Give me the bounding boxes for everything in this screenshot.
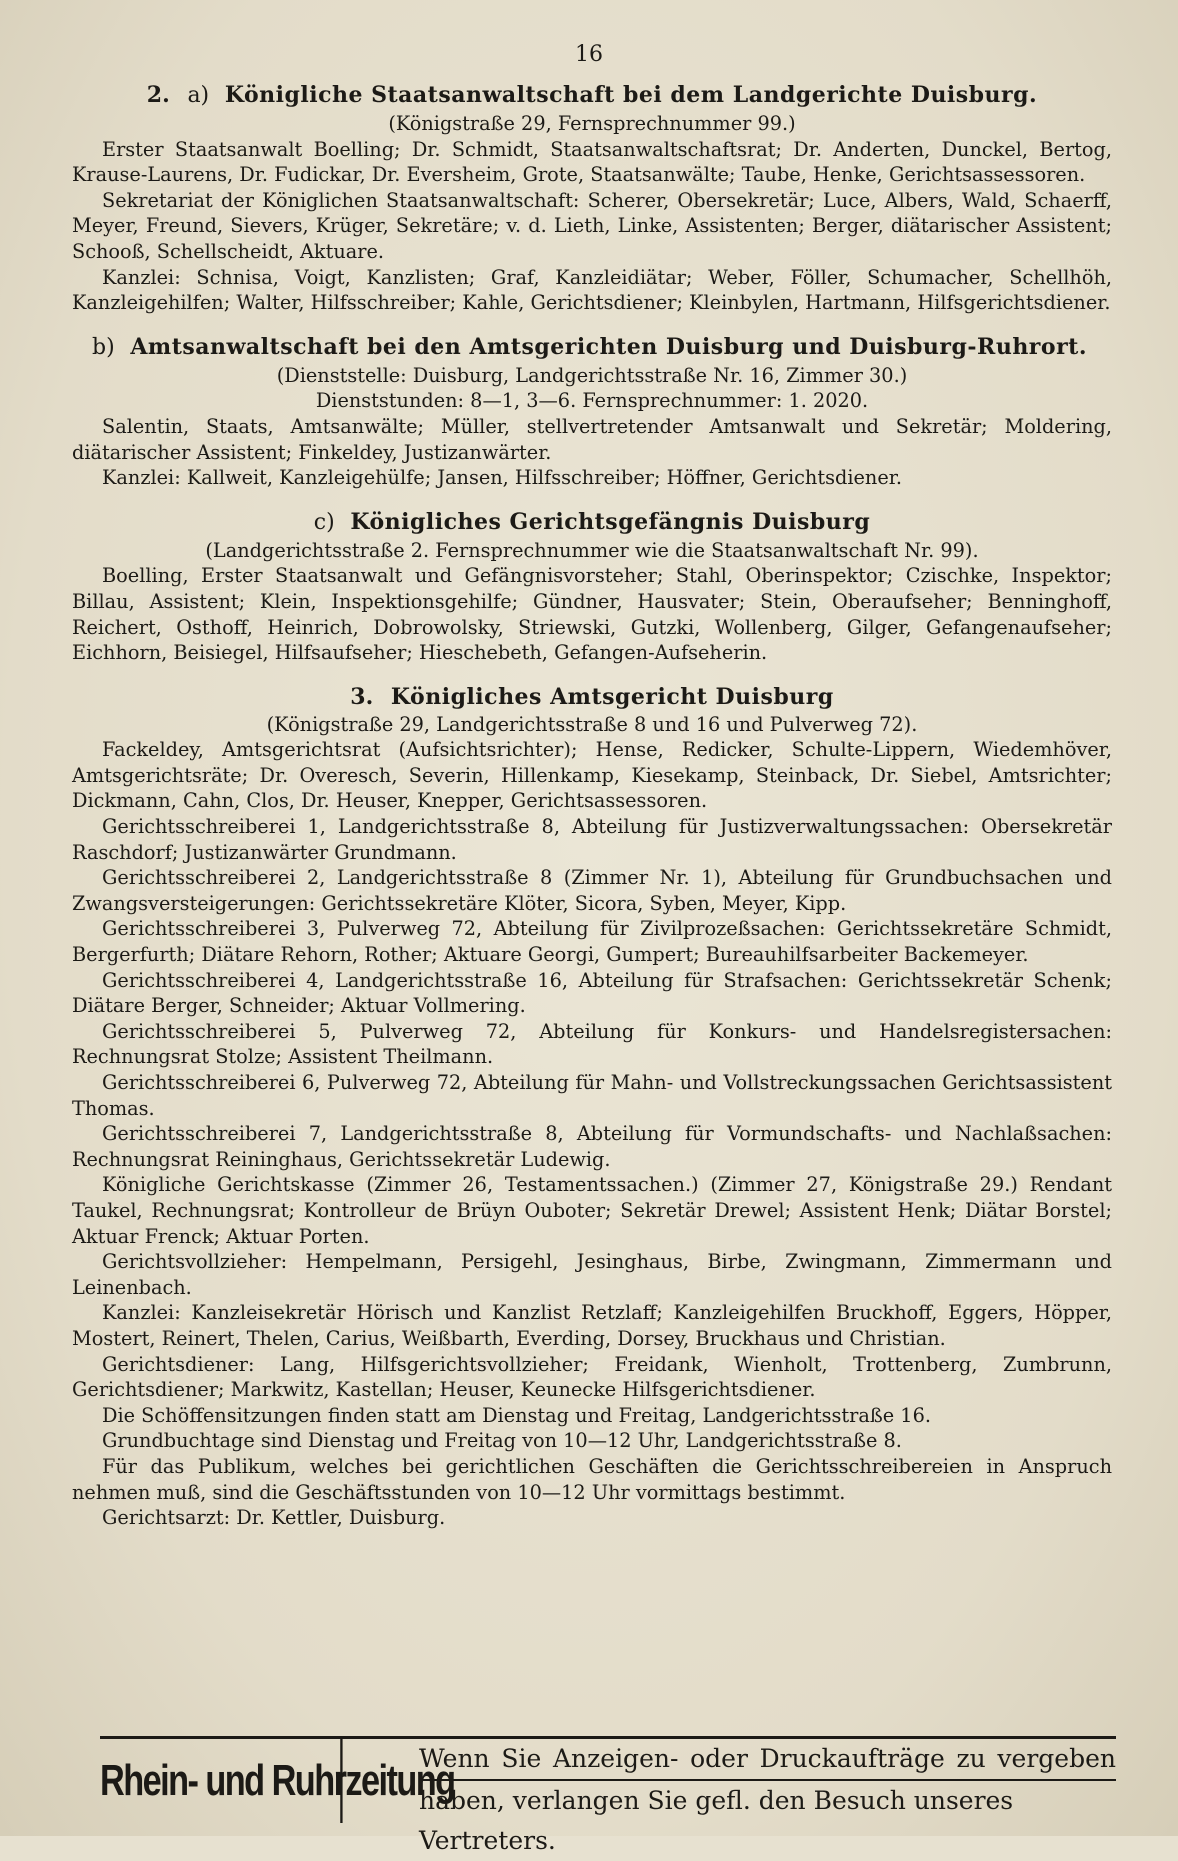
section-2a-label: a) <box>187 83 210 108</box>
paragraph: Gerichtsschreiberei 4, Landgerichtsstraße 16, Abteilung für Strafsachen: Gerichtssekretär Schenk; Diätare Berger, Schneider; Aktuar Vollmering. <box>72 968 1112 1018</box>
paragraph: Kanzlei: Kallweit, Kanzleigehülfe; Jansen, Hilfsschreiber; Höffner, Gerichtsdiener. <box>102 466 902 490</box>
section-2c-label: c) <box>313 509 335 535</box>
paragraph: Fackeldey, Amtsgerichtsrat (Aufsichtsrichter); Hense, Redicker, Schulte-Lippern, Wiedemhöver, Amtsgerichtsräte; Dr. Overesch, Severin, Hillenkamp, Kiesekamp, Steinback, Dr. Siebel, Amtsrichter; Dickmann, Cahn, Clos, Dr. Heuser, Knepper, Gerichtsassessoren. <box>72 738 1112 813</box>
ad-line-1: Wenn Sie Anzeigen- oder Druckaufträge zu vergeben <box>419 1744 1116 1773</box>
paragraph: Grundbuchtage sind Dienstag und Freitag von 10—12 Uhr, Landgerichtsstraße 8. <box>102 1429 902 1453</box>
section-2b-heading <box>72 332 1112 363</box>
section-2a-address: (Königstraße 29, Fernsprechnummer 99.) <box>388 112 796 135</box>
paragraph: Erster Staatsanwalt Boelling; Dr. Schmidt, Staatsanwaltschaftsrat; Dr. Anderten, Dunckel, Bertog, Krause-Laurens, Dr. Fudickar, Dr. Eversheim, Grote, Staatsanwälte; Taube, Henke, Gerichtsassessoren. <box>72 137 1112 187</box>
paragraph: Salentin, Staats, Amtsanwälte; Müller, stellvertretender Amtsanwalt und Sekretär; Moldering, diätarischer Assistent; Finkeldey, Justizanwärter. <box>72 414 1112 464</box>
ad-line-2: haben, verlangen Sie gefl. den Besuch unseres Vertreters. <box>419 1779 1116 1861</box>
section-2b-address: (Dienststelle: Duisburg, Landgerichtsstraße Nr. 16, Zimmer 30.) <box>276 363 908 387</box>
paragraph: Gerichtsschreiberei 7, Landgerichtsstraße 8, Abteilung für Vormundschafts- und Nachlaßsachen: Rechnungsrat Reininghaus, Gerichtssekretär Ludewig. <box>72 1122 1112 1171</box>
paragraph: Kanzlei: Kanzleisekretär Hörisch und Kanzlist Retzlaff; Kanzleigehilfen Bruckhoff, Eggers, Höpper, Mostert, Reinert, Thelen, Carius, Weißbarth, Everding, Dorsey, Bruckhaus und Christian. <box>72 1301 1112 1350</box>
paragraph: Gerichtsdiener: Lang, Hilfsgerichtsvollzieher; Freidank, Wienholt, Trottenberg, Zumbrunn, Gerichtsdiener; Markwitz, Kastellan; Heuser, Keunecke Hilfsgerichtsdiener. <box>72 1352 1112 1402</box>
paragraph: Gerichtsarzt: Dr. Kettler, Duisburg. <box>102 1506 446 1530</box>
page-number: 16 <box>575 42 603 67</box>
section-3-title: Königliches Amtsgericht Duisburg <box>390 683 834 710</box>
paragraph: Gerichtsschreiberei 6, Pulverweg 72, Abteilung für Mahn- und Vollstreckungssachen Gerichtsassistent Thomas. <box>72 1071 1112 1120</box>
section-2c-address: (Landgerichtsstraße 2. Fernsprechnummer wie die Staatsanwaltschaft Nr. 99). <box>205 538 979 562</box>
section-3-address: (Königstraße 29, Landgerichtsstraße 8 und 16 und Pulverweg 72). <box>266 712 918 736</box>
paragraph: Sekretariat der Königlichen Staatsanwaltschaft: Scherer, Obersekretär; Luce, Albers, Wald, Schaerff, Meyer, Freund, Sievers, Krüger, Sekretäre; v. d. Lieth, Linke, Assistenten; Berger, diätarischer Assistent; Schooß, Schellscheidt, Aktuare. <box>72 188 1112 263</box>
section-2b-label: b) <box>92 334 115 360</box>
ad-text <box>411 1739 1116 1855</box>
paragraph: Gerichtsvollzieher: Hempelmann, Persigehl, Jesinghaus, Birbe, Zwingmann, Zimmermann und Leinenbach. <box>72 1250 1112 1299</box>
section-2b-title: Amtsanwaltschaft bei den Amtsgerichten Duisburg und Duisburg-Ruhrort. <box>130 333 1087 360</box>
ad-brand-logo: Rhein- und Ruhrzeitung <box>100 1739 343 1823</box>
paragraph: Für das Publikum, welches bei gerichtlichen Geschäften die Gerichtsschreibereien in Anspruch nehmen muß, sind die Geschäftsstunden von 10—12 Uhr vormittags bestimmt. <box>72 1454 1112 1504</box>
paragraph: Die Schöffensitzungen finden statt am Dienstag und Freitag, Landgerichtsstraße 16. <box>102 1403 931 1427</box>
section-3-number: 3. <box>350 683 374 710</box>
paragraph: Boelling, Erster Staatsanwalt und Gefängnisvorsteher; Stahl, Oberinspektor; Czischke, Inspektor; Billau, Assistent; Klein, Inspektionsgehilfe; Gündner, Hausvater; Stein, Oberaufseher; Benninghoff, Reichert, Osthoff, Heinrich, Dobrowolsky, Striewski, Gutzki, Wollenberg, Gilger, Gefangenaufseher; Eichhorn, Beisiegel, Hilfsaufseher; Hieschebeth, Gefangen-Aufseherin. <box>72 564 1112 665</box>
section-2a-heading <box>72 80 1112 111</box>
section-2a-title: Königliche Staatsanwaltschaft bei dem Landgerichte Duisburg. <box>224 82 1038 108</box>
paragraph: Gerichtsschreiberei 1, Landgerichtsstraße 8, Abteilung für Justizverwaltungssachen: Obersekretär Raschdorf; Justizanwärter Grundmann. <box>72 815 1112 864</box>
section-2-number: 2. <box>146 82 170 108</box>
section-2b-hours: Dienststunden: 8—1, 3—6. Fernsprechnummer: 1. 2020. <box>315 389 869 413</box>
paragraph: Königliche Gerichtskasse (Zimmer 26, Testamentssachen.) (Zimmer 27, Königstraße 29.) Rendant Taukel, Rechnungsrat; Kontrolleur de Brüyn Ouboter; Sekretär Drewel; Assistent Henk; Diätar Borstel; Aktuar Frenck; Aktuar Porten. <box>72 1173 1112 1248</box>
page-content <box>72 78 1112 1531</box>
paragraph: Gerichtsschreiberei 5, Pulverweg 72, Abteilung für Konkurs- und Handelsregistersachen: Rechnungsrat Stolze; Assistent Theilmann. <box>72 1019 1112 1069</box>
paragraph: Gerichtsschreiberei 2, Landgerichtsstraße 8 (Zimmer Nr. 1), Abteilung für Grundbuchsachen und Zwangsversteigerungen: Gerichtssekretäre Klöter, Sicora, Syben, Meyer, Kipp. <box>72 866 1112 915</box>
paragraph: Gerichtsschreiberei 3, Pulverweg 72, Abteilung für Zivilprozeßsachen: Gerichtssekretäre Schmidt, Bergerfurth; Diätare Rehorn, Rother; Aktuare Georgi, Gumpert; Bureauhilfsarbeiter Backemeyer. <box>72 917 1112 967</box>
advertisement <box>100 1736 1116 1855</box>
section-2c-title: Königliches Gerichtsgefängnis Duisburg <box>350 508 871 535</box>
section-3-heading <box>72 682 1112 712</box>
paragraph: Kanzlei: Schnisa, Voigt, Kanzlisten; Graf, Kanzleidiätar; Weber, Föller, Schumacher, Schellhöh, Kanzleigehilfen; Walter, Hilfsschreiber; Kahle, Gerichtsdiener; Kleinbylen, Hartmann, Hilfsgerichtsdiener. <box>72 265 1112 315</box>
section-2c-heading <box>72 507 1112 538</box>
